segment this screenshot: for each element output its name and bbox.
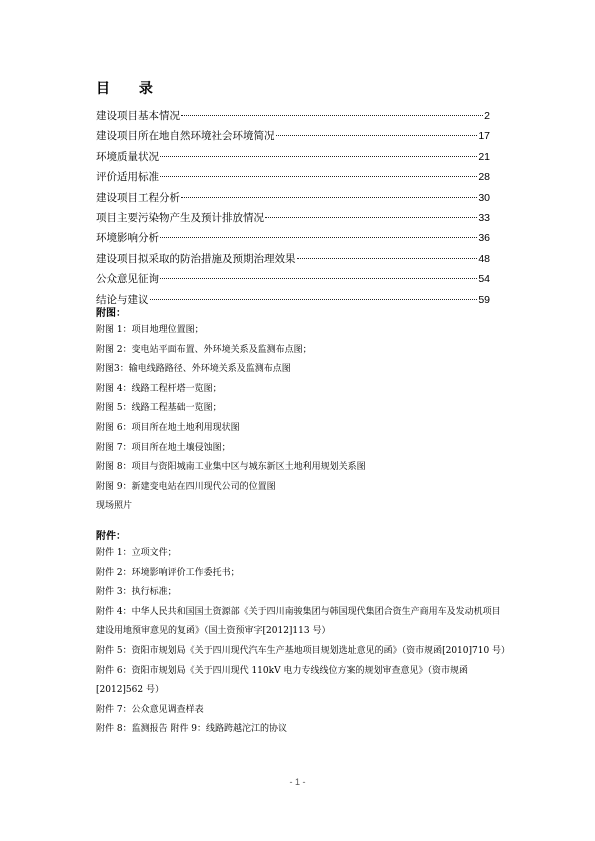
toc-entry-page: 59 <box>478 293 490 306</box>
toc-leader-dots <box>181 114 483 116</box>
attachment-item: 附件 8：监测报告 附件 9：线路跨越沱江的协议 <box>96 724 288 735</box>
figure-item: 附图 5：线路工程基础一览图； <box>96 403 222 414</box>
toc-entry[interactable] <box>96 147 490 167</box>
toc-entry-page: 21 <box>478 150 490 163</box>
toc-entry-label: 建设项目拟采取的防治措施及预期治理效果 <box>96 252 296 265</box>
toc-entry[interactable] <box>96 126 490 146</box>
toc-entry[interactable] <box>96 106 490 126</box>
toc-entry[interactable] <box>96 188 490 208</box>
toc-leader-dots <box>160 175 477 177</box>
toc-leader-dots <box>276 134 478 136</box>
attachment-item: 附件 7：公众意见调查样表 <box>96 704 204 715</box>
figure-item: 附图 1：项目地理位置图； <box>96 325 204 335</box>
toc-entry-page: 36 <box>478 232 490 245</box>
figure-item: 附图 9：新建变电站在四川现代公司的位置图 <box>96 481 276 492</box>
page-number: - 1 - <box>289 777 306 787</box>
toc-leader-dots <box>297 257 478 259</box>
figure-item: 附图 8：项目与资阳城南工业集中区与城东新区土地利用规划关系图 <box>96 462 366 473</box>
toc-entry-page: 17 <box>478 130 490 143</box>
toc-entry-label: 环境影响分析 <box>96 232 159 245</box>
figure-item: 附图 6：项目所在地土地利用现状图 <box>96 422 240 433</box>
toc-entry-label: 建设项目基本情况 <box>96 110 180 122</box>
attachment-item: 附件 2：环境影响评价工作委托书； <box>96 567 240 578</box>
toc-entry-page: 33 <box>478 211 490 224</box>
table-of-contents <box>96 106 490 310</box>
toc-entry-page: 54 <box>478 273 490 286</box>
figure-item: 附图 2：变电站平面布置、外环境关系及监测布点图； <box>96 344 312 355</box>
attachment-item: 附件 6：资阳市规划局《关于四川现代 110kV 电力专线线位方案的规划审查意见》（资市规函[2012]562 号） <box>96 665 468 696</box>
figures-list <box>96 321 506 517</box>
toc-leader-dots <box>160 277 477 279</box>
attachment-item: 附件 4：中华人民共和国国土资源部《关于四川南骏集团与韩国现代集团合资生产商用车及发动机项目建设用地预审意见的复函》（国土资预审字[2012]113 号） <box>96 606 501 637</box>
toc-entry[interactable] <box>96 208 490 228</box>
toc-entry[interactable] <box>96 269 490 289</box>
figure-item: 附图3：输电线路路径、外环境关系及监测布点图 <box>96 364 291 375</box>
toc-entry-label: 环境质量状况 <box>96 150 159 163</box>
toc-leader-dots <box>160 155 477 157</box>
figure-item: 附图 4：线路工程杆塔一览图； <box>96 383 222 394</box>
attachment-item: 附件 3：执行标准； <box>96 587 177 598</box>
toc-entry[interactable] <box>96 249 490 269</box>
toc-entry-label: 评价适用标准 <box>96 171 159 184</box>
attachment-item: 附件 1：立项文件； <box>96 548 177 558</box>
figure-item: 附图 7：项目所在地土壤侵蚀图； <box>96 442 231 453</box>
toc-leader-dots <box>160 236 477 238</box>
toc-title: 目 录 <box>96 81 165 97</box>
toc-entry-label: 结论与建议 <box>96 293 149 306</box>
attachments-heading: 附件： <box>96 531 126 542</box>
toc-entry-label: 公众意见征询 <box>96 273 159 286</box>
toc-entry[interactable] <box>96 228 490 248</box>
attachment-item: 附件 5：资阳市规划局《关于四川现代汽车生产基地项目规划选址意见的函》（资市规函[2010]710 号） <box>96 645 511 656</box>
figure-item: 现场照片 <box>96 501 133 512</box>
toc-leader-dots <box>265 216 477 218</box>
toc-entry-page: 48 <box>478 252 490 265</box>
toc-entry-page: 2 <box>484 110 490 122</box>
figures-heading: 附图： <box>96 308 126 319</box>
toc-entry[interactable] <box>96 290 490 310</box>
toc-leader-dots <box>150 298 478 300</box>
toc-entry-page: 30 <box>478 191 490 204</box>
toc-entry-page: 28 <box>478 171 490 184</box>
toc-entry[interactable] <box>96 167 490 187</box>
toc-entry-label: 建设项目所在地自然环境社会环境简况 <box>96 130 275 143</box>
toc-entry-label: 建设项目工程分析 <box>96 191 180 204</box>
toc-entry-label: 项目主要污染物产生及预计排放情况 <box>96 211 264 224</box>
toc-leader-dots <box>181 196 477 198</box>
attachments-list <box>96 544 511 740</box>
